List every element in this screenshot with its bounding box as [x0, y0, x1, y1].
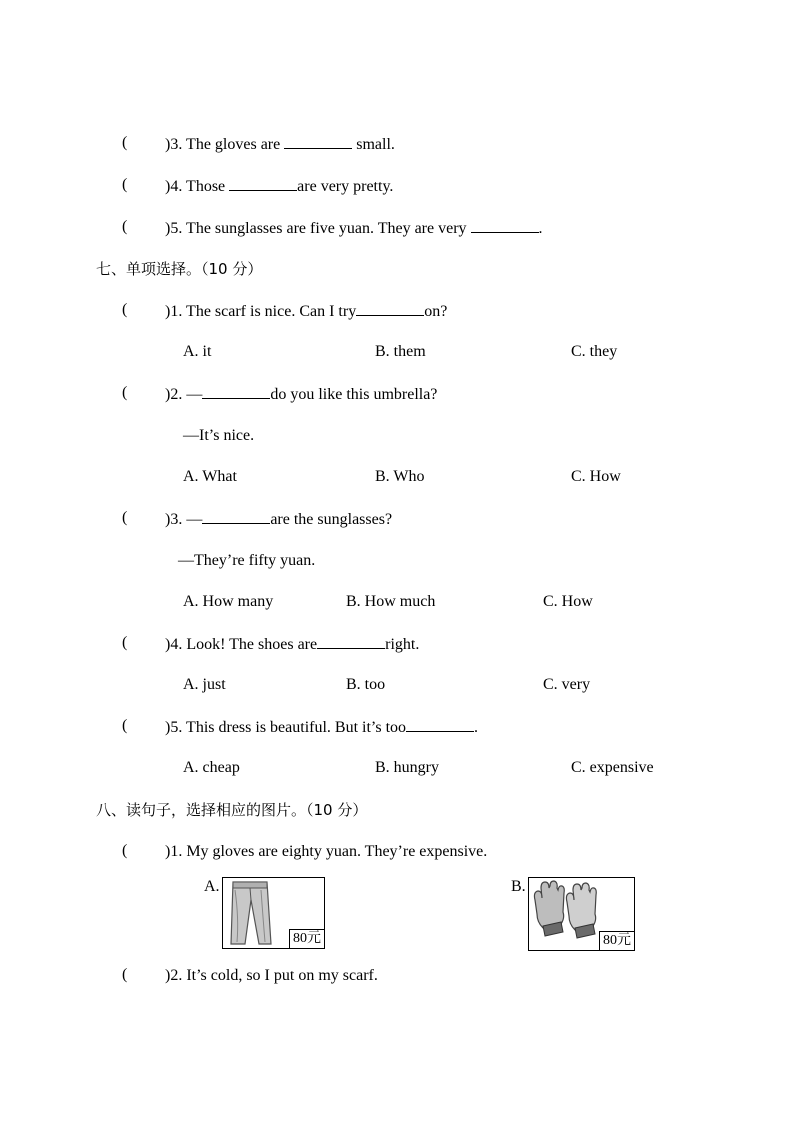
- picture-b[interactable]: [528, 877, 635, 951]
- answer-paren-open: (: [122, 842, 128, 859]
- s7-question-2: )2. — do you like this umbrella?: [165, 386, 438, 403]
- answer-paren-open: (: [122, 134, 128, 151]
- picture-a[interactable]: [222, 877, 325, 949]
- section-8-heading: 八、读句子，选择相应的图片。（10 分）: [96, 801, 368, 819]
- option-b[interactable]: B. How much: [346, 593, 436, 610]
- option-c[interactable]: C. very: [543, 676, 591, 693]
- question-text: )3. The gloves are small.: [165, 136, 395, 153]
- option-c[interactable]: C. How: [543, 593, 593, 610]
- option-a[interactable]: A. just: [183, 676, 226, 693]
- s8-question-1: )1. My gloves are eighty yuan. They’re expensive.: [165, 843, 488, 860]
- s7-question-5: )5. This dress is beautiful. But it’s too .: [165, 719, 479, 736]
- answer-paren-open: (: [122, 717, 128, 734]
- option-c[interactable]: C. How: [571, 468, 621, 485]
- s7-question-4: )4. Look! The shoes are right.: [165, 636, 420, 653]
- fill-blank[interactable]: [202, 509, 270, 524]
- s7-question-3: )3. — are the sunglasses?: [165, 511, 393, 528]
- fill-blank[interactable]: [284, 134, 352, 149]
- option-a[interactable]: A. cheap: [183, 759, 240, 776]
- answer-paren-open: (: [122, 634, 128, 651]
- section-7-heading: 七、单项选择。（10 分）: [96, 260, 263, 278]
- picture-b-letter: B.: [511, 878, 526, 895]
- fill-blank[interactable]: [317, 634, 385, 649]
- answer-paren-open: (: [122, 301, 128, 318]
- picture-a-letter: A.: [204, 878, 220, 895]
- answer-paren-open: (: [122, 509, 128, 526]
- option-a[interactable]: A. it: [183, 343, 212, 360]
- fill-blank[interactable]: [356, 301, 424, 316]
- answer-paren-open: (: [122, 966, 128, 983]
- question-text: )4. Those are very pretty.: [165, 178, 394, 195]
- price-tag: 80元: [599, 931, 634, 950]
- option-c[interactable]: C. they: [571, 343, 618, 360]
- answer-paren-open: (: [122, 176, 128, 193]
- answer-paren-open: (: [122, 384, 128, 401]
- fill-blank[interactable]: [229, 176, 297, 191]
- option-b[interactable]: B. hungry: [375, 759, 439, 776]
- s7-answer-line-3: —They’re fifty yuan.: [178, 552, 316, 569]
- s8-question-2: )2. It’s cold, so I put on my scarf.: [165, 967, 378, 984]
- price-tag: 80元: [289, 929, 324, 948]
- option-b[interactable]: B. them: [375, 343, 426, 360]
- fill-blank[interactable]: [202, 384, 270, 399]
- option-a[interactable]: A. What: [183, 468, 237, 485]
- fill-blank[interactable]: [471, 218, 539, 233]
- option-c[interactable]: C. expensive: [571, 759, 654, 776]
- option-a[interactable]: A. How many: [183, 593, 274, 610]
- fill-blank[interactable]: [406, 717, 474, 732]
- s7-answer-line-2: —It’s nice.: [183, 427, 255, 444]
- option-b[interactable]: B. too: [346, 676, 386, 693]
- question-text: )5. The sunglasses are five yuan. They are very .: [165, 220, 543, 237]
- answer-paren-open: (: [122, 218, 128, 235]
- s7-question-1: )1. The scarf is nice. Can I try on?: [165, 303, 448, 320]
- option-b[interactable]: B. Who: [375, 468, 425, 485]
